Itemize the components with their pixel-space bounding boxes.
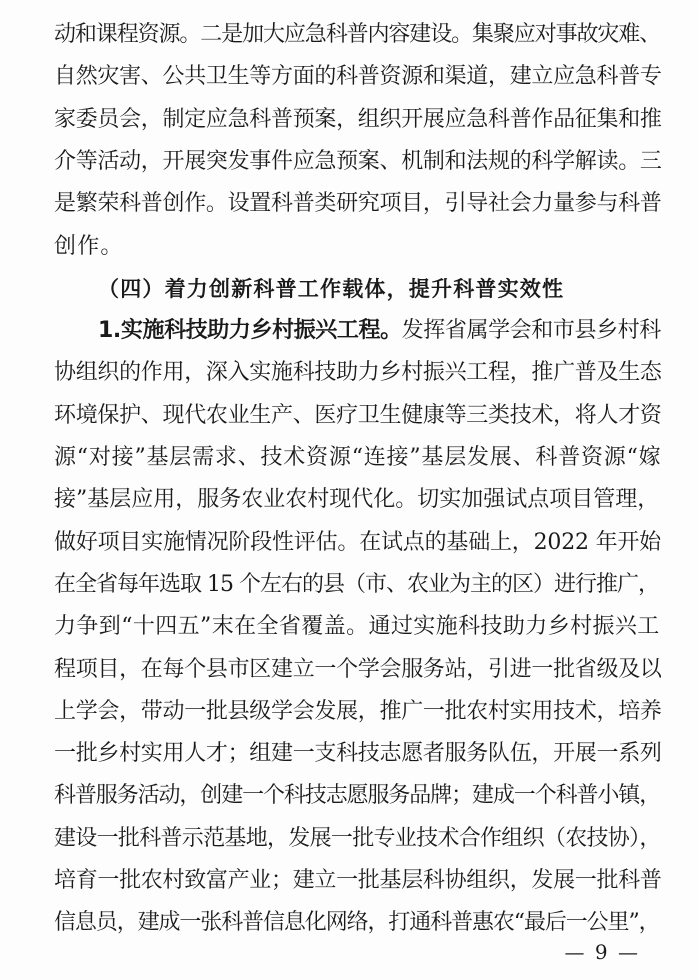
body-line-3: 家委员会，制定应急科普预案，组织开展应急科普作品征集和推 <box>54 107 662 132</box>
body-line-22: 信息员，建成一张科普信息化网络，打通科普惠农“最后一公里”， <box>54 910 660 935</box>
item-first-line-text: 发挥省属学会和市县乡村科 <box>401 318 661 343</box>
body-line-15: 力争到“十四五”末在全省覆盖。通过实施科技助力乡村振兴工 <box>54 614 660 639</box>
body-line-11: 源“对接”基层需求、技术资源“连接”基层发展、科普资源“嫁 <box>54 445 662 470</box>
body-line-9: 协组织的作用，深入实施科技助力乡村振兴工程，推广普及生态 <box>54 360 662 385</box>
page-number: — 9 — <box>564 940 640 964</box>
body-line-17: 上学会，带动一批县级学会发展，推广一批农村实用技术，培养 <box>54 699 662 724</box>
section-heading: （四）着力创新科普工作载体，提升科普实效性 <box>98 277 565 301</box>
body-line-2: 自然灾害、公共卫生等方面的科普资源和渠道，建立应急科普专 <box>54 64 662 89</box>
body-line-4: 介等活动，开展突发事件应急预案、机制和法规的科学解读。三 <box>54 149 662 174</box>
body-line-6: 创作。 <box>54 234 124 259</box>
body-line-12: 接”基层应用，服务农业农村现代化。切实加强试点项目管理， <box>54 487 660 512</box>
body-line-14: 在全省每年选取 15 个左右的县（市、农业为主的区）进行推广， <box>54 572 659 597</box>
item-first-line <box>98 316 661 346</box>
body-line-13: 做好项目实施情况阶段性评估。在试点的基础上，2022 年开始 <box>54 530 661 555</box>
body-line-10: 环境保护、现代农业生产、医疗卫生健康等三类技术，将人才资 <box>54 403 662 428</box>
body-line-20: 建设一批科普示范基地，发展一批专业技术合作组织（农技协）， <box>54 826 661 851</box>
body-line-21: 培育一批农村致富产业；建立一批基层科协组织，发展一批科普 <box>54 868 662 893</box>
body-line-5: 是繁荣科普创作。设置科普类研究项目，引导社会力量参与科普 <box>54 191 662 216</box>
item-title: 1.实施科技助力乡村振兴工程。 <box>98 318 402 343</box>
body-line-1: 动和课程资源。二是加大应急科普内容建设。集聚应对事故灾难、 <box>54 22 661 47</box>
body-line-16: 程项目，在每个县市区建立一个学会服务站，引进一批省级及以 <box>54 657 662 682</box>
body-line-18: 一批乡村实用人才；组建一支科技志愿者服务队伍，开展一系列 <box>54 741 662 766</box>
body-line-19: 科普服务活动，创建一个科技志愿服务品牌；建成一个科普小镇， <box>54 783 661 808</box>
